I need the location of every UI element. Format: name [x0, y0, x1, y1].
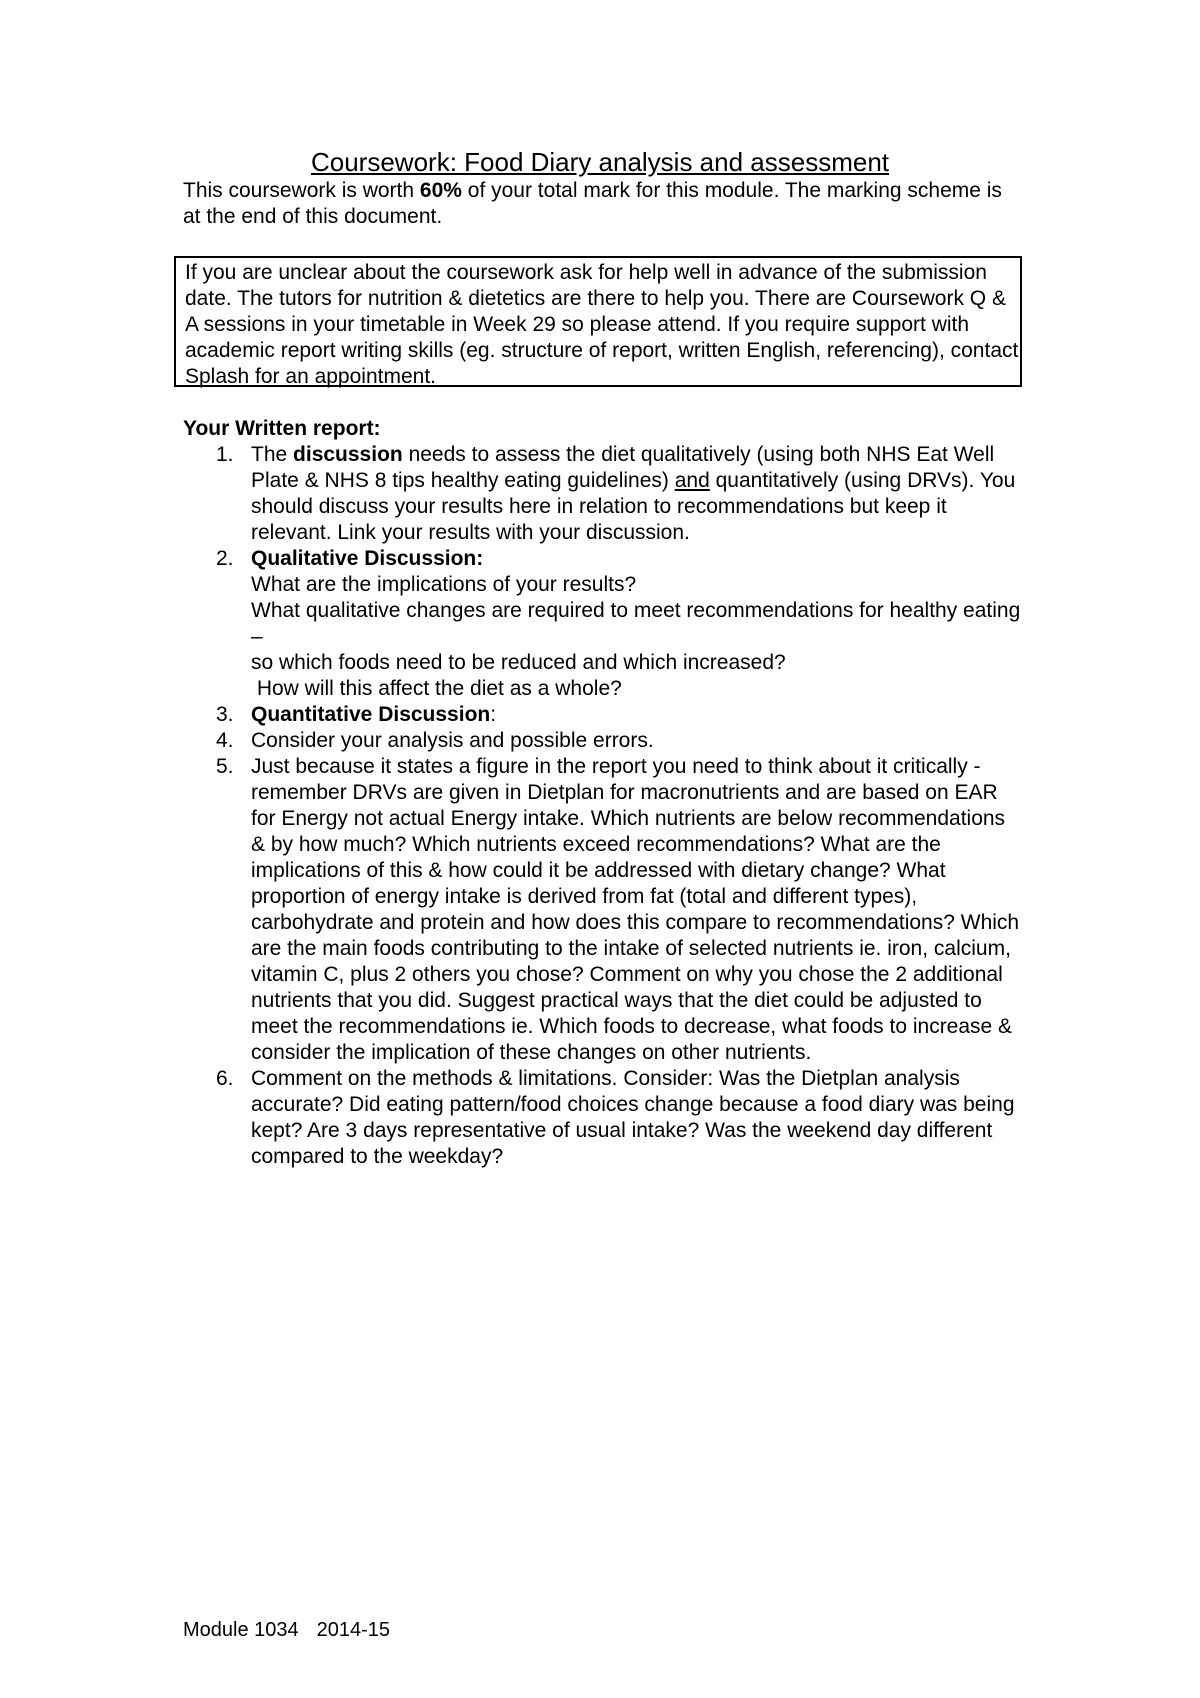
list-item-methods-limitations — [183, 1066, 1021, 1170]
item-text: The — [251, 443, 294, 466]
list-item-qualitative-discussion — [183, 546, 1021, 702]
item-text: needs to assess the diet qualitatively (using both NHS Eat Well Plate & NHS 8 tips healthy eating guidelines) — [251, 443, 995, 492]
item-line: How will this affect the diet as a whole? — [251, 677, 622, 700]
footer-module: Module 1034 — [183, 1619, 299, 1641]
intro-paragraph — [183, 178, 1003, 230]
item-text: Consider your analysis and possible errors. — [251, 729, 654, 752]
item-line: What qualitative changes are required to meet recommendations for healthy eating – — [251, 599, 1021, 648]
list-item-number: 4. — [216, 729, 234, 752]
help-notice-box — [174, 256, 1022, 387]
page-footer — [183, 1617, 390, 1643]
item-underlined-text: and — [674, 469, 710, 492]
item-heading: Qualitative Discussion: — [251, 547, 484, 570]
item-text: quantitatively (using DRVs). You should discuss your results here in relation to recommendations but keep it relevant. Link your results with your discussion. — [251, 469, 1016, 544]
list-item-quantitative-discussion — [183, 702, 1021, 728]
written-report-section — [183, 416, 1043, 1170]
item-text: Comment on the methods & limitations. Consider: Was the Dietplan analysis accurate? Did eating pattern/food choices change because a food diary was being kept? Are 3 days representative of usual intake? Was the weekend day different compared to the weekday? — [251, 1067, 1015, 1168]
item-bold-text: discussion — [293, 443, 403, 466]
intro-text-before: This coursework is worth — [183, 179, 420, 202]
list-item-number: 3. — [216, 703, 234, 726]
item-line: so which foods need to be reduced and which increased? — [251, 651, 786, 674]
document-title: Coursework: Food Diary analysis and assessment — [310, 147, 890, 177]
item-heading: Quantitative Discussion — [251, 703, 491, 726]
item-line: What are the implications of your results? — [251, 573, 637, 596]
written-report-heading: Your Written report: — [183, 417, 381, 440]
list-item-discussion — [183, 442, 1021, 546]
item-text: Just because it states a figure in the report you need to think about it critically - remember DRVs are given in Dietplan for macronutrients and are based on EAR for Energy not actual Energy intake. Which nutrients are below recommendations & by how much? Which nutrients exceed recommendations? What are the implications of this & how could it be addressed with dietary change? What proportion of energy intake is derived from fat (total and different types), carbohydrate and protein and how does this compare to recommendations? Which are the main foods contributing to the intake of selected nutrients ie. iron, calcium, vitamin C, plus 2 others you chose? Comment on why you chose the 2 additional nutrients that you did. Suggest practical ways that the diet could be adjusted to meet the recommendations ie. Which foods to decrease, what foods to increase & consider the implication of these changes on other nutrients. — [251, 755, 1020, 1064]
list-item-analysis-errors — [183, 728, 1021, 754]
report-items-list — [183, 442, 1043, 1170]
list-item-number: 2. — [216, 547, 234, 570]
list-item-number: 1. — [216, 443, 234, 466]
intro-text-after: of your total mark for this module. The marking scheme is at the end of this document. — [183, 179, 1002, 228]
list-item-number: 6. — [216, 1067, 234, 1090]
list-item-number: 5. — [216, 755, 234, 778]
list-item-critical-thinking — [183, 754, 1021, 1066]
item-heading-suffix: : — [490, 703, 497, 726]
footer-year: 2014-15 — [316, 1619, 391, 1641]
intro-percent: 60% — [419, 179, 462, 202]
help-notice-text: If you are unclear about the coursework ask for help well in advance of the submission date. The tutors for nutrition & dietetics are there to help you. There are Coursework Q & A sessions in your timetable in Week 29 so please attend. If you require support with academic report writing skills (eg. structure of report, written English, referencing), contact Splash for an appointment. — [185, 261, 1019, 388]
